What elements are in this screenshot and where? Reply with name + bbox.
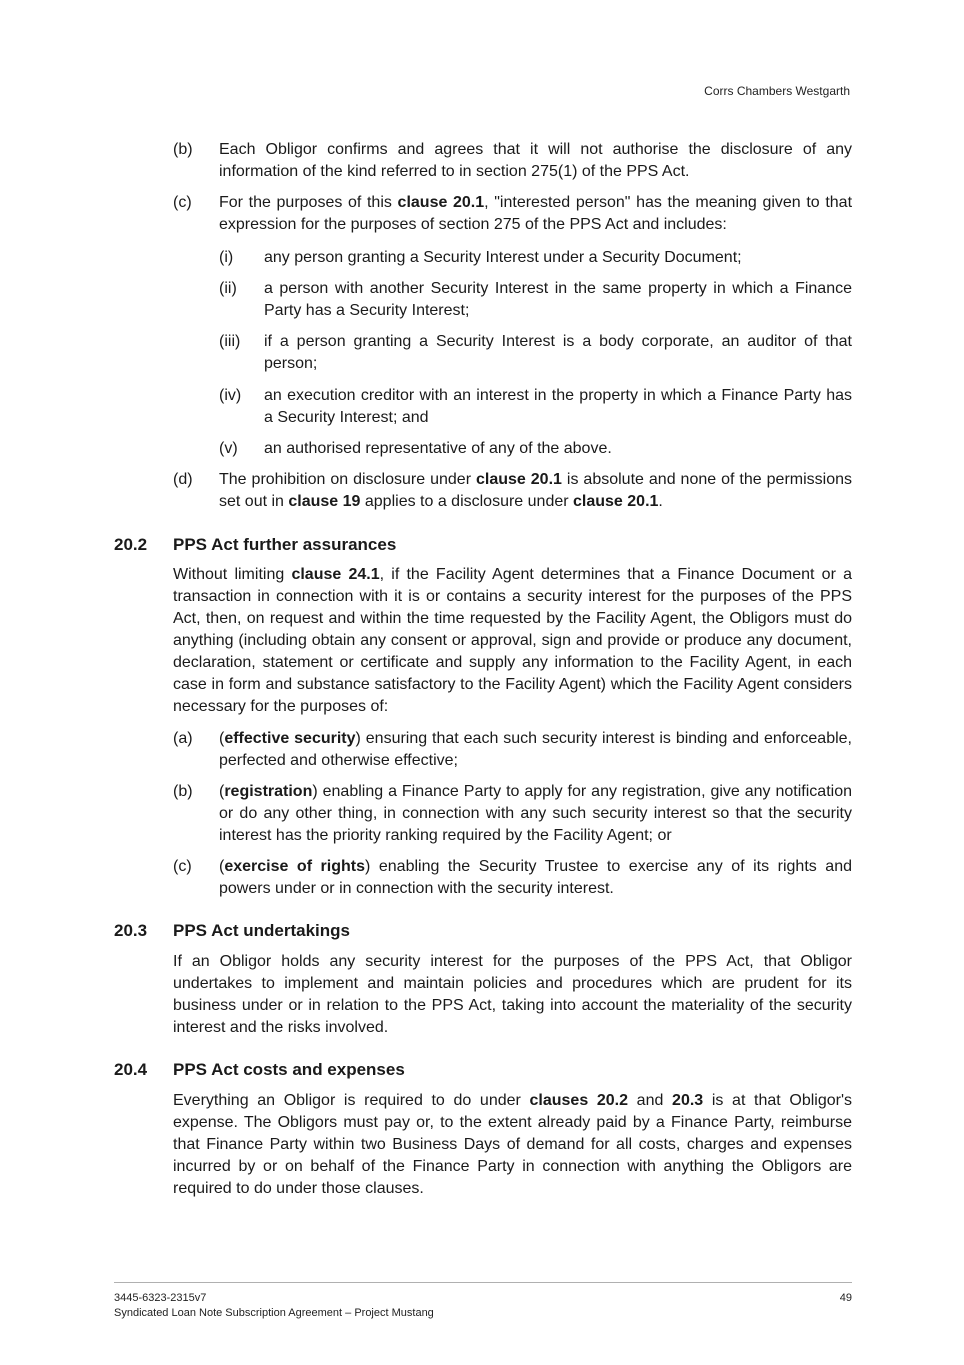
running-header: Corrs Chambers Westgarth	[704, 84, 850, 98]
subitem-label-v: (v)	[219, 440, 238, 457]
subitem-i-text: any person granting a Security Interest under a Security Document;	[264, 249, 742, 266]
subitem-label-iii: (iii)	[219, 333, 241, 350]
clause-20-2-body: Without limiting clause 24.1, if the Facility Agent determines that a Finance Document or a transaction in connection with it is or contains a security interest for the purposes of the PPS Act, then, on request and within the time requested by the Facility Agent, the Obligors must do anything (including obtain any consent or approval, sign and provide or produce any document, declaration, statement or certificate and supply any information to the Facility Agent, in each case in form and substance satisfactory to the Facility Agent) which the Facility Agent considers necessary for the purposes of:	[173, 566, 853, 715]
clause-20-1-d-text: The prohibition on disclosure under clause 20.1 is absolute and none of the permissions set out in clause 19 applies to a disclosure under clause 20.1.	[219, 471, 853, 510]
item-label-b: (b)	[173, 783, 193, 800]
section-title-20-2: PPS Act further assurances	[173, 535, 397, 554]
item-label-c: (c)	[173, 858, 192, 875]
clause-ref: clause 20.1	[573, 493, 659, 510]
section-title-20-3: PPS Act undertakings	[173, 921, 350, 940]
clause-20-4-body: Everything an Obligor is required to do under clauses 20.2 and 20.3 is at that Obligor's expense. The Obligors must pay or, to the extent already paid by a Finance Party, reimburse that Finance Party within two Business Days of demand for all costs, charges and expenses incurred by or on behalf of the Finance Party in connection with anything the Obligors are required to do under those clauses.	[173, 1092, 853, 1197]
item-label-c: (c)	[173, 194, 192, 211]
subitem-label-i: (i)	[219, 249, 234, 266]
footer-doc-id: 3445-6323-2315v7	[114, 1292, 207, 1304]
item-label-a: (a)	[173, 730, 193, 747]
defined-term: registration	[224, 783, 313, 800]
clause-20-2-c-text: (exercise of rights) enabling the Security Trustee to exercise any of its rights and powers under or in connection with the security interest.	[219, 858, 853, 897]
clause-20-1-c-text: For the purposes of this clause 20.1, "interested person" has the meaning given to that expression for the purposes of section 275 of the PPS Act and includes:	[219, 194, 853, 233]
item-label-d: (d)	[173, 471, 193, 488]
clause-ref: 20.3	[672, 1092, 704, 1109]
page-number: 49	[839, 1292, 852, 1304]
clause-ref: clause 19	[288, 493, 361, 510]
clause-20-3-body: If an Obligor holds any security interest for the purposes of the PPS Act, that Obligor undertakes to implement and maintain policies and procedures which are prudent for its business under or in relation to the PPS Act, taking into account the materiality of the security interest and the risks involved.	[173, 953, 852, 1036]
subitem-v-text: an authorised representative of any of the above.	[264, 440, 612, 457]
section-title-20-4: PPS Act costs and expenses	[173, 1060, 405, 1079]
defined-term: effective security	[224, 730, 356, 747]
clause-20-2-b-text: (registration) enabling a Finance Party to apply for any registration, give any notification or do any other thing, in connection with any such security interest so that the security interest has the priority ranking required by the Facility Agent; or	[219, 783, 852, 844]
section-number-20-4: 20.4	[114, 1060, 148, 1079]
subitem-label-ii: (ii)	[219, 280, 237, 297]
subitem-iv-text: an execution creditor with an interest in the property in which a Finance Party has a Security Interest; and	[264, 387, 852, 426]
subitem-iii-text: if a person granting a Security Interest is a body corporate, an auditor of that person;	[264, 333, 852, 372]
footer-divider	[114, 1282, 852, 1283]
subitem-label-iv: (iv)	[219, 387, 242, 404]
subitem-ii-text: a person with another Security Interest in the same property in which a Finance Party has a Security Interest;	[264, 280, 852, 319]
section-number-20-3: 20.3	[114, 921, 148, 940]
section-number-20-2: 20.2	[114, 535, 148, 554]
clause-ref: clauses 20.2	[529, 1092, 629, 1109]
clause-20-1-b-text: Each Obligor confirms and agrees that it will not authorise the disclosure of any information of the kind referred to in section 275(1) of the PPS Act.	[219, 141, 852, 180]
defined-term: exercise of rights	[224, 858, 366, 875]
clause-ref: clause 24.1	[291, 566, 380, 583]
clause-20-2-a-text: (effective security) ensuring that each such security interest is binding and enforceable, perfected and otherwise effective;	[219, 730, 853, 769]
clause-ref: clause 20.1	[397, 194, 485, 211]
item-label-b: (b)	[173, 141, 193, 158]
footer-doc-title: Syndicated Loan Note Subscription Agreement – Project Mustang	[114, 1307, 434, 1319]
clause-ref: clause 20.1	[476, 471, 562, 488]
